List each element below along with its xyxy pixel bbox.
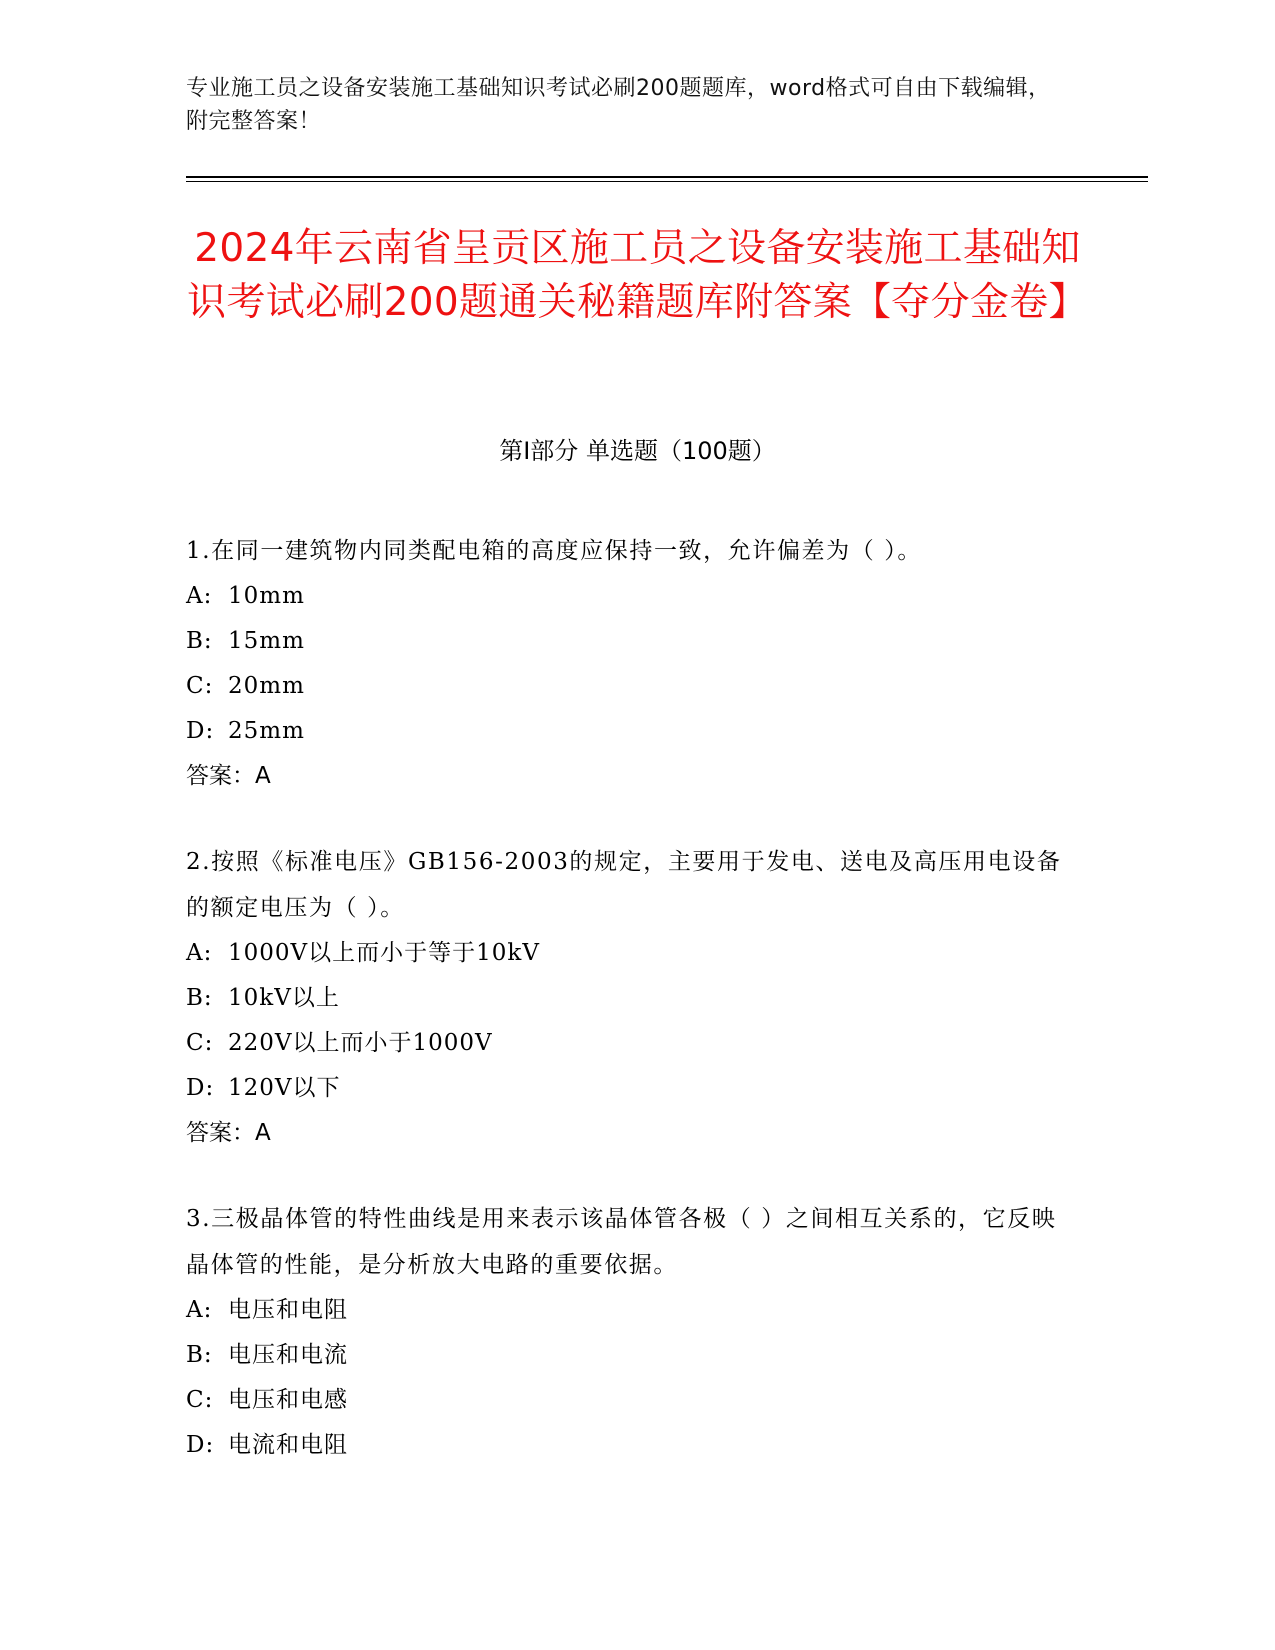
option-b [186,976,1066,1021]
question-stem: 2.按照《标准电压》GB156-2003的规定，主要用于发电、送电及高压用电设备的额定电压为（ ）。 [186,849,1062,921]
answer-line: 答案：A [186,1120,271,1146]
option-text: 1000V以上而小于等于10kV [228,940,540,966]
option-text: 10mm [228,583,305,609]
option-d [186,709,1066,754]
question-2 [186,839,1066,1156]
option-letter: C: [186,673,214,699]
option-d [186,1423,1066,1468]
question-1 [186,528,1066,799]
option-a [186,574,1066,619]
section-title: 第Ⅰ部分 单选题（100题） [499,437,776,465]
question-3 [186,1196,1066,1468]
option-letter: C: [186,1387,214,1413]
document-title: 2024年云南省呈贡区施工员之设备安装施工基础知识考试必刷200题通关秘籍题库附答案【夺分金卷】 [187,226,1088,325]
option-text: 20mm [228,673,305,699]
option-letter: D: [186,718,215,744]
header-note: 专业施工员之设备安装施工基础知识考试必刷200题题库，word格式可自由下载编辑，附完整答案！ [186,76,1051,134]
option-letter: B: [186,985,213,1011]
question-stem: 1.在同一建筑物内同类配电箱的高度应保持一致，允许偏差为（ ）。 [186,538,922,564]
option-letter: B: [186,1342,213,1368]
header-divider-thin [186,181,1148,182]
option-letter: D: [186,1432,215,1458]
header-divider-thick [186,176,1148,178]
option-letter: A: [186,940,213,966]
option-a [186,931,1066,976]
option-text: 120V以下 [228,1075,341,1101]
option-letter: B: [186,628,213,654]
question-list [186,528,1066,1508]
option-text: 25mm [228,718,305,744]
option-b [186,619,1066,664]
option-text: 220V以上而小于1000V [228,1030,493,1056]
option-b [186,1333,1066,1378]
option-a [186,1288,1066,1333]
answer-line: 答案：A [186,763,271,789]
option-text: 电流和电阻 [228,1432,348,1458]
option-text: 电压和电阻 [228,1297,348,1323]
option-c [186,1378,1066,1423]
option-letter: D: [186,1075,215,1101]
option-letter: A: [186,1297,213,1323]
option-text: 10kV以上 [228,985,340,1011]
option-letter: A: [186,583,213,609]
option-c [186,1021,1066,1066]
option-text: 电压和电流 [228,1342,348,1368]
question-stem: 3.三极晶体管的特性曲线是用来表示该晶体管各极（ ）之间相互关系的，它反映晶体管的性能，是分析放大电路的重要依据。 [186,1206,1057,1278]
option-letter: C: [186,1030,214,1056]
option-d [186,1066,1066,1111]
option-c [186,664,1066,709]
option-text: 15mm [228,628,305,654]
option-text: 电压和电感 [228,1387,348,1413]
